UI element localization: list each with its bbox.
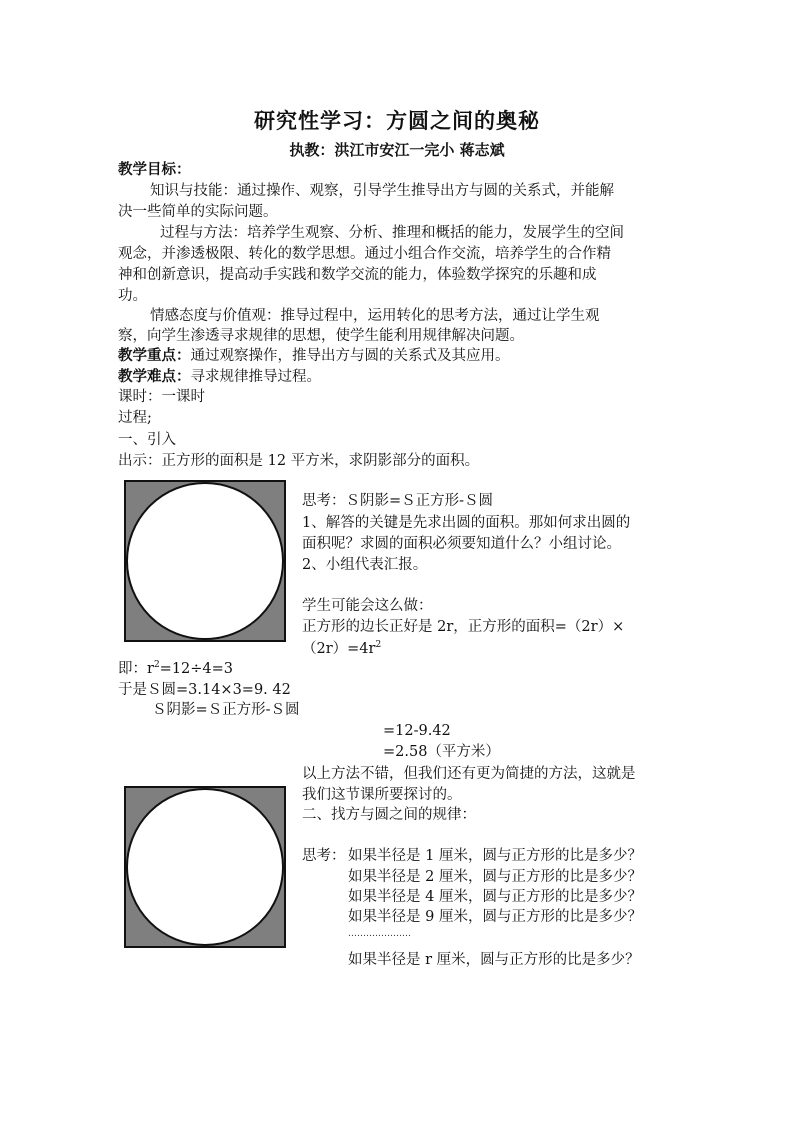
transition-line-1: 以上方法不错，但我们还有更为简捷的方法，这就是 xyxy=(302,766,636,782)
key-point-text: 通过观察操作，推导出方与圆的关系式及其应用。 xyxy=(190,348,510,364)
inscribed-circle xyxy=(127,483,283,639)
circle-area-line: 于是Ｓ圆=3.14×3=9. 42 xyxy=(118,682,291,698)
objective-emotion-line-2: 察，向学生渗透寻求规律的思想，使学生能利用规律解决问题。 xyxy=(118,328,524,344)
difficulty-label: 教学难点： xyxy=(118,368,191,385)
ratio-question-r: 如果半径是 r 厘米，圆与正方形的比是多少？ xyxy=(348,952,640,968)
objective-knowledge-line-1: 知识与技能：通过操作、观察，引导学生推导出方与圆的关系式，并能解 xyxy=(150,183,614,199)
square-side-line-1: 正方形的边长正好是 2r，正方形的面积=（2r）× xyxy=(302,619,625,635)
square-circle-figure-1 xyxy=(124,480,286,642)
think-formula: 思考：Ｓ阴影=Ｓ正方形-Ｓ圆 xyxy=(302,493,494,509)
square-circle-figure-2 xyxy=(124,786,286,948)
question-2: 2、小组代表汇报。 xyxy=(302,557,428,573)
objective-process-line-4: 功。 xyxy=(118,288,147,304)
r-squared-line xyxy=(118,659,233,679)
problem-statement: 出示：正方形的面积是 12 平方米，求阴影部分的面积。 xyxy=(118,453,480,469)
key-point-label: 教学重点： xyxy=(118,347,191,364)
equation-step-2: =2.58（平方米） xyxy=(383,744,500,760)
square-area-expr: （2r）=4r xyxy=(302,641,376,657)
key-point-line xyxy=(118,346,510,366)
duration-line: 课时：一课时 xyxy=(118,389,205,405)
transition-line-2: 我们这节课所要探讨的。 xyxy=(302,787,462,803)
objective-knowledge-line-2: 决一些简单的实际问题。 xyxy=(118,204,278,220)
inscribed-circle xyxy=(127,789,283,945)
r-squared-exponent: 2 xyxy=(153,660,160,671)
student-may-do: 学生可能会这么做： xyxy=(302,598,433,614)
objective-emotion-line-1: 情感态度与价值观：推导过程中，运用转化的思考方法，通过让学生观 xyxy=(150,308,600,324)
r-squared-value: =12÷4=3 xyxy=(159,661,234,677)
square-side-line-2 xyxy=(302,639,381,659)
difficulty-text: 寻求规律推导过程。 xyxy=(190,369,321,385)
section2-think-label: 思考： xyxy=(302,848,346,864)
square-area-exponent: 2 xyxy=(375,640,382,651)
ratio-question-1: 如果半径是 1 厘米，圆与正方形的比是多少？ xyxy=(348,848,642,864)
process-line: 过程; xyxy=(118,410,152,426)
objective-process-line-1: 过程与方法：培养学生观察、分析、推理和概括的能力，发展学生的空间 xyxy=(160,225,624,241)
section2-heading: 二、找方与圆之间的规律： xyxy=(302,807,476,823)
section1-heading: 一、引入 xyxy=(118,432,176,448)
ellipsis-dots: ………………… xyxy=(348,929,411,939)
objective-process-line-2: 观念，并渗透极限、转化的数学思想。通过小组合作交流，培养学生的合作精 xyxy=(118,246,611,262)
objectives-heading: 教学目标： xyxy=(118,161,191,178)
ratio-question-3: 如果半径是 4 厘米，圆与正方形的比是多少？ xyxy=(348,889,642,905)
objective-process-line-3: 神和创新意识，提高动手实践和数学交流的能力，体验数学探究的乐趣和成 xyxy=(118,267,597,283)
shadow-formula-line: Ｓ阴影=Ｓ正方形-Ｓ圆 xyxy=(152,702,300,718)
ratio-question-2: 如果半径是 2 厘米，圆与正方形的比是多少？ xyxy=(348,869,642,885)
equation-step-1: =12-9.42 xyxy=(383,723,451,739)
question-1-line-1: 1、解答的关键是先求出圆的面积。那如何求出圆的 xyxy=(302,515,631,531)
difficulty-line xyxy=(118,367,321,387)
author-line: 执教：洪江市安江一完小 蒋志斌 xyxy=(289,141,505,159)
page-title: 研究性学习：方圆之间的奥秘 xyxy=(254,108,540,133)
r-squared-prefix: 即：r xyxy=(118,661,154,677)
ratio-question-4: 如果半径是 9 厘米，圆与正方形的比是多少？ xyxy=(348,909,642,925)
question-1-line-2: 面积呢？求圆的面积必须要知道什么？小组讨论。 xyxy=(302,536,621,552)
